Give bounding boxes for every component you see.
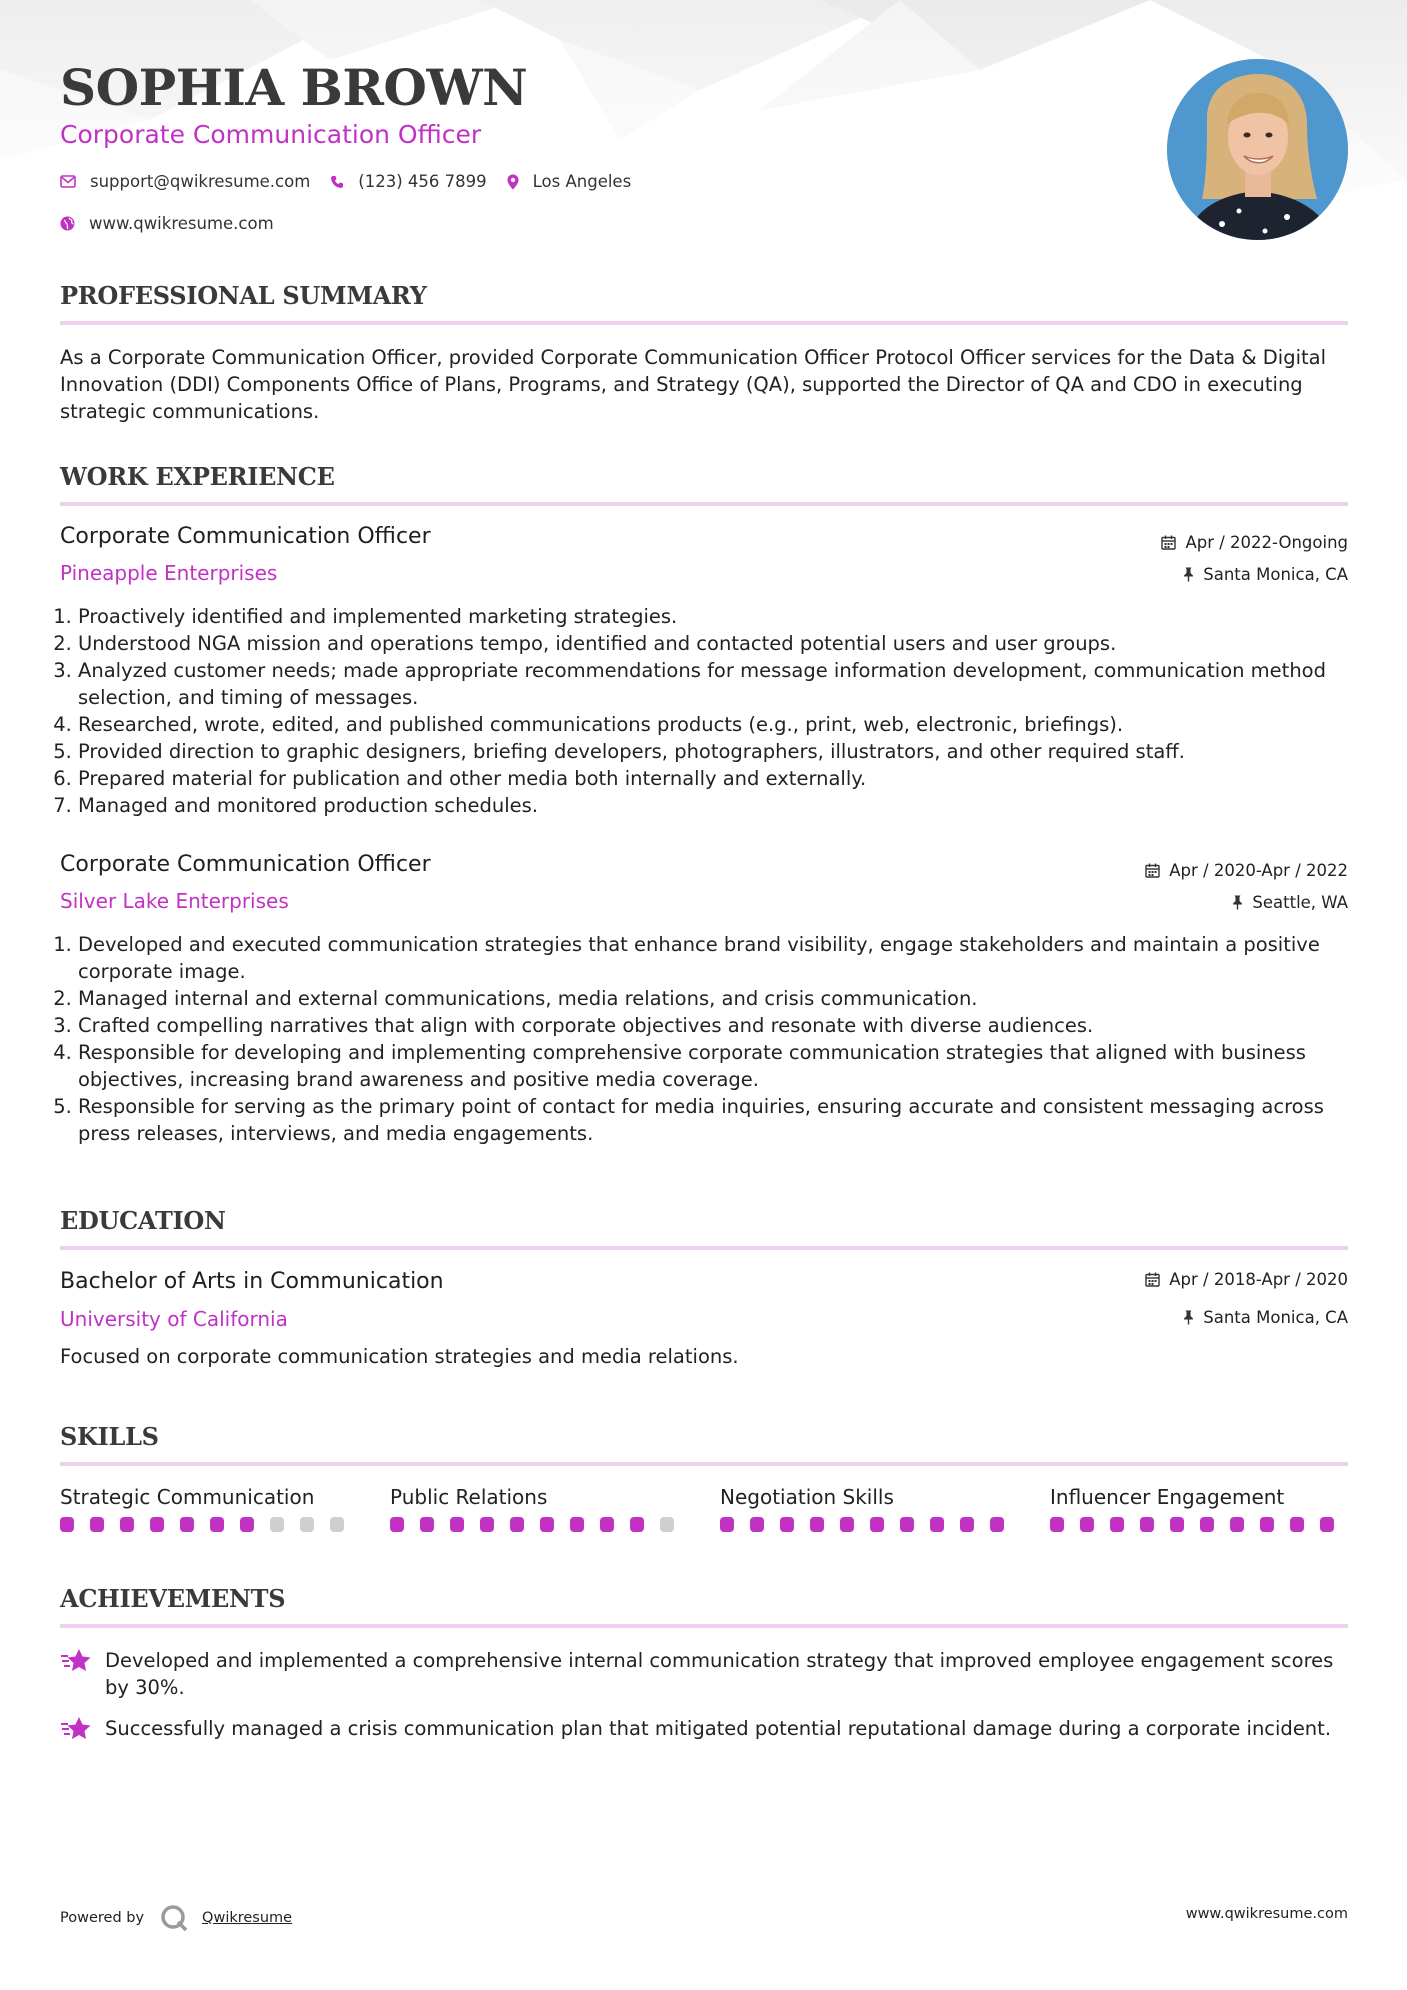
email-text: support@qwikresume.com	[90, 172, 311, 191]
skill-name: Public Relations	[390, 1485, 548, 1509]
section-title-education: EDUCATION	[60, 1206, 1348, 1250]
achievement-item	[60, 1715, 1348, 1742]
envelope-icon	[60, 175, 76, 188]
calendar-icon	[1161, 535, 1176, 550]
achievement-item	[60, 1647, 1348, 1701]
summary-text: As a Corporate Communication Officer, provided Corporate Communication Officer Protocol Officer services for the Data & Digital Innovation (DDI) Components Office of Plans, Programs, and Strategy (QA), supported the Director of QA and CDO in executing strategic communications.	[60, 346, 1327, 423]
rating-dot-empty	[300, 1517, 314, 1532]
footer	[60, 1894, 1348, 1934]
contact-row	[60, 172, 651, 191]
website-text: www.qwikresume.com	[89, 214, 274, 233]
rating-dot-filled	[420, 1517, 434, 1532]
job-duties-list	[60, 931, 1366, 1147]
job-location-text: Santa Monica, CA	[1203, 565, 1348, 584]
calendar-icon	[1145, 863, 1160, 878]
duty-item: 5. Responsible for serving as the primary point of contact for media inquiries, ensuring accurate and consistent messaging across press releases, interviews, and media engagements.	[78, 1093, 1366, 1147]
job-dates-text: Apr / 2020-Apr / 2022	[1169, 861, 1348, 880]
school-name: University of California	[60, 1307, 288, 1331]
achievement-text: Developed and implemented a comprehensive internal communication strategy that improved employee engagement scores by 30%.	[105, 1649, 1334, 1699]
education-dates	[1145, 1270, 1348, 1289]
rating-dot-filled	[60, 1517, 74, 1532]
rating-dot-empty	[270, 1517, 284, 1532]
degree-title: Bachelor of Arts in Communication	[60, 1269, 444, 1294]
rating-dot-empty	[660, 1517, 674, 1532]
phone-text: (123) 456 7899	[358, 172, 487, 191]
company-name: Pineapple Enterprises	[60, 561, 278, 585]
section-title-summary: PROFESSIONAL SUMMARY	[60, 281, 1348, 325]
company-name: Silver Lake Enterprises	[60, 889, 289, 913]
pushpin-icon	[1183, 567, 1194, 582]
duty-item: 2. Understood NGA mission and operations tempo, identified and contacted potential users and user groups.	[78, 630, 1366, 657]
phone-icon	[330, 175, 344, 189]
contact-email[interactable]	[60, 172, 310, 191]
rating-dot-filled	[990, 1517, 1004, 1532]
rating-dot-filled	[240, 1517, 254, 1532]
rating-dot-filled	[1140, 1517, 1154, 1532]
rating-dot-filled	[510, 1517, 524, 1532]
rating-dot-filled	[390, 1517, 404, 1532]
job-location	[1232, 893, 1348, 912]
achievement-text: Successfully managed a crisis communication plan that mitigated potential reputational damage during a corporate incident.	[105, 1717, 1332, 1740]
skill-name: Negotiation Skills	[720, 1485, 894, 1509]
duty-item: 1. Proactively identified and implemented marketing strategies.	[78, 603, 1366, 630]
job-duties-list	[60, 603, 1366, 819]
skill-rating	[60, 1517, 360, 1532]
rating-dot-filled	[450, 1517, 464, 1532]
rating-dot-filled	[1110, 1517, 1124, 1532]
skill-item	[390, 1483, 690, 1532]
rating-dot-filled	[210, 1517, 224, 1532]
powered-by-label: Powered by	[60, 1910, 145, 1926]
duty-item: 5. Provided direction to graphic designers, briefing developers, photographers, illustrators, and other required staff.	[78, 738, 1366, 765]
rating-dot-filled	[1080, 1517, 1094, 1532]
footer-url[interactable]: www.qwikresume.com	[1185, 1906, 1348, 1922]
education-location-text: Santa Monica, CA	[1203, 1308, 1348, 1327]
rating-dot-filled	[1170, 1517, 1184, 1532]
rating-dot-filled	[930, 1517, 944, 1532]
duty-item: 3. Crafted compelling narratives that align with corporate objectives and resonate with diverse audiences.	[78, 1012, 1366, 1039]
contact-website[interactable]	[60, 214, 274, 233]
rating-dot-filled	[630, 1517, 644, 1532]
duty-item: 4. Responsible for developing and implementing comprehensive corporate communication strategies that aligned with business objectives, increasing brand awareness and positive media coverage.	[78, 1039, 1366, 1093]
rating-dot-filled	[1260, 1517, 1274, 1532]
rating-dot-filled	[1320, 1517, 1334, 1532]
rating-dot-filled	[1290, 1517, 1304, 1532]
globe-icon	[60, 216, 75, 231]
job-dates	[1161, 533, 1348, 552]
qwikresume-link[interactable]: Qwikresume	[202, 1910, 293, 1926]
contact-phone[interactable]	[330, 172, 486, 191]
duty-item: 6. Prepared material for publication and other media both internally and externally.	[78, 765, 1366, 792]
education-dates-text: Apr / 2018-Apr / 2020	[1169, 1270, 1348, 1289]
rating-dot-filled	[150, 1517, 164, 1532]
powered-by	[60, 1904, 292, 1932]
portrait-illustration	[1167, 59, 1348, 240]
job-dates	[1145, 861, 1348, 880]
duty-item: 4. Researched, wrote, edited, and published communications products (e.g., print, web, electronic, briefings).	[78, 711, 1366, 738]
rating-dot-filled	[720, 1517, 734, 1532]
rating-dot-filled	[570, 1517, 584, 1532]
location-text: Los Angeles	[532, 172, 632, 191]
rating-dot-filled	[90, 1517, 104, 1532]
education-location	[1183, 1308, 1348, 1327]
rating-dot-filled	[120, 1517, 134, 1532]
rating-dot-empty	[330, 1517, 344, 1532]
duty-item: 2. Managed internal and external communications, media relations, and crisis communication.	[78, 985, 1366, 1012]
rating-dot-filled	[810, 1517, 824, 1532]
contact-location	[507, 172, 632, 191]
job-location-text: Seattle, WA	[1252, 893, 1348, 912]
duty-item: 3. Analyzed customer needs; made appropriate recommendations for message information development, communication method selection, and timing of messages.	[78, 657, 1366, 711]
rating-dot-filled	[180, 1517, 194, 1532]
rating-dot-filled	[960, 1517, 974, 1532]
skill-item	[60, 1483, 360, 1532]
profile-photo	[1167, 59, 1348, 240]
star-icon	[60, 1648, 92, 1674]
map-pin-icon	[507, 174, 519, 190]
job-title: Corporate Communication Officer	[60, 524, 431, 549]
rating-dot-filled	[540, 1517, 554, 1532]
section-title-achievements: ACHIEVEMENTS	[60, 1584, 1348, 1628]
rating-dot-filled	[1230, 1517, 1244, 1532]
candidate-headline: Corporate Communication Officer	[60, 120, 482, 149]
skill-name: Strategic Communication	[60, 1485, 315, 1509]
skill-item	[720, 1483, 1020, 1532]
rating-dot-filled	[1050, 1517, 1064, 1532]
rating-dot-filled	[600, 1517, 614, 1532]
rating-dot-filled	[780, 1517, 794, 1532]
section-title-experience: WORK EXPERIENCE	[60, 462, 1348, 506]
job-location	[1183, 565, 1348, 584]
calendar-icon	[1145, 1272, 1160, 1287]
rating-dot-filled	[870, 1517, 884, 1532]
section-title-skills: SKILLS	[60, 1422, 1348, 1466]
education-description: Focused on corporate communication strategies and media relations.	[60, 1345, 739, 1368]
skill-name: Influencer Engagement	[1050, 1485, 1285, 1509]
skill-rating	[1050, 1517, 1350, 1532]
skill-rating	[390, 1517, 690, 1532]
job-title: Corporate Communication Officer	[60, 852, 431, 877]
qwikresume-logo-icon	[160, 1904, 188, 1932]
star-icon	[60, 1716, 92, 1742]
rating-dot-filled	[480, 1517, 494, 1532]
rating-dot-filled	[840, 1517, 854, 1532]
duty-item: 1. Developed and executed communication strategies that enhance brand visibility, engage stakeholders and maintain a positive corporate image.	[78, 931, 1366, 985]
rating-dot-filled	[1200, 1517, 1214, 1532]
rating-dot-filled	[750, 1517, 764, 1532]
pushpin-icon	[1232, 895, 1243, 910]
candidate-name: SOPHIA BROWN	[60, 58, 528, 117]
skill-rating	[720, 1517, 1020, 1532]
pushpin-icon	[1183, 1310, 1194, 1325]
skill-item	[1050, 1483, 1350, 1532]
rating-dot-filled	[900, 1517, 914, 1532]
job-dates-text: Apr / 2022-Ongoing	[1185, 533, 1348, 552]
contact-row-website	[60, 214, 294, 233]
duty-item: 7. Managed and monitored production schedules.	[78, 792, 1366, 819]
